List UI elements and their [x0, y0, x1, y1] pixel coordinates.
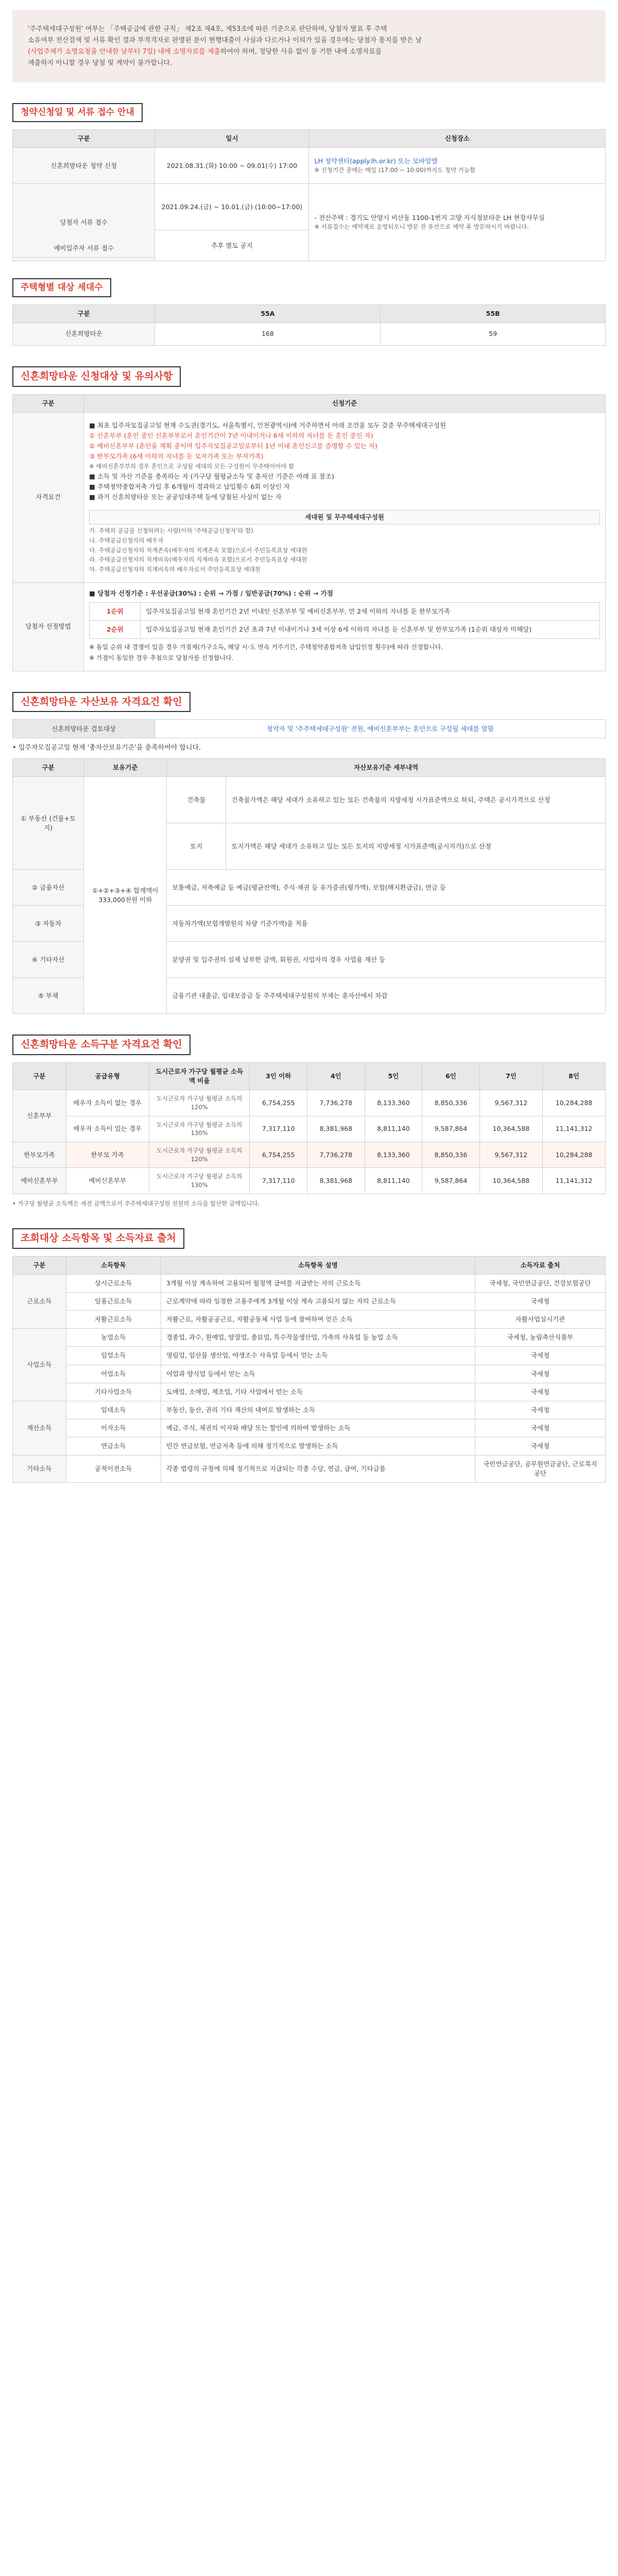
place-cell: LH 청약센터(apply.lh.or.kr) 또는 모바일앱 ※ 신청기간 중에는 매일 (17:00 ~ 10:00)까지도 청약 가능함 [309, 148, 606, 184]
date-cell: 2021.08.31.(화) 10:00 ~ 09.01(수) 17:00 [155, 148, 309, 184]
asset-scope-table: 신혼희망타운 검토대상 청약자 및 '주주택세대구성원' 전원, 예비신혼부부는 혼인으로 구성될 세대를 말함 [12, 719, 606, 738]
notice-line: 소유여부 전산검색 및 서류 확인 결과 부적격자로 판명된 분이 현행대출이 사실과 다르거나 이의가 있을 경우에는 당첨자 통지를 받은 날 [28, 37, 422, 45]
subheading: 세대원 및 무주택세대구성원 [89, 510, 600, 524]
notice-box [12, 10, 606, 82]
row-label: 자격요건 [13, 412, 84, 582]
table-header: 일시 [155, 130, 309, 148]
notice-line: 제출하지 아니할 경우 당첨 및 계약이 불가합니다. [28, 59, 173, 67]
section-title-assets: 신혼희망타운 자산보유 자격요건 확인 [12, 692, 191, 713]
eligibility-table [12, 394, 606, 671]
income-source-table: 구분 소득항목 소득항목 설명 소득자료 출처 근로소득 상시근로소득 3개월 이상 계속하여 고용되어 월정액 급여를 지급받는 자의 근로소득 국세청, 국민연금공단, 건강보험공단 일용근로소득 근로계약에 따라 일정한 고용주에게 3개월 이상 계속 고용되지 않는 자의 근로소득 국세청 자활근로소득 자활근로, 자활공공근로, 자활공동체 사업 등에 참여하여 얻은 소득 자활사업실시기관 사업소득 농업소득 경종업, 과수, 원예업, 양잠업, 종묘업, 특수작물생산업, 가축의 사육업 등 농업 소득 국세청, 농림축산식품부 임업소득 영림업, 임산물 생산업, 야생조수 사육업 등에서 얻는 소득 국세청 어업소득 어업과 양식업 등에서 얻는 소득 국세청 기타사업소득 도매업, 소매업, 제조업, 기타 사업에서 얻는 소득 국세청 재산소득 임대소득 부동산, 동산, 권리 기타 재산의 대여로 발생하는 소득 국세청 이자소득 예금, 주식, 채권의 이자와 배당 또는 할인에 의하여 발생하는 소득 국세청 연금소득 민간 연금보험, 연금저축 등에 의해 정기적으로 발생하는 소득 국세청 기타소득 공적이전소득 각종 법령의 규정에 의해 정기적으로 지급되는 각종 수당, 연금, 급여, 기타금품 국민연금공단, 공무원연금공단, 근로복지공단 [12, 1256, 606, 1483]
table-header: 신청장소 [309, 130, 606, 148]
section-title-income: 신혼희망타운 소득구분 자격요건 확인 [12, 1035, 191, 1055]
table-header: 구분 [13, 394, 84, 412]
unit-count: 168 [155, 323, 381, 346]
row-label: 신혼희망타운 [13, 323, 155, 346]
table-header: 신청기준 [84, 394, 606, 412]
place-cell: - 전산주택 : 경기도 안양시 비산동 1100-1번지 고양 지식정보타운 LH 현장사무실 ※ 서류접수는 예약제로 운영되오니 방문 전 유선으로 예약 후 방문하시기 바랍니다. [309, 184, 606, 261]
table-header: 구분 [13, 304, 155, 323]
unit-count: 59 [381, 323, 606, 346]
row-label: 당첨자 선정방법 [13, 582, 84, 671]
units-table [12, 304, 606, 346]
section-title-units: 주택형별 대상 세대수 [12, 278, 111, 297]
section-title-schedule: 청약신청일 및 서류 접수 안내 [12, 103, 143, 122]
asset-table: 구분 보유기준 자산보유기준 세부내역 ① 부동산 (건물+토지) ①+②+③+④ 합계액이 333,000천원 이하 건축물 건축물가액은 해당 세대가 소유하고 있는 모든 건축물의 지방세정 시가표준액으로 하되, 주택은 공시가격으로 산정 토지 토지가액은 해당 세대가 소유하고 있는 모든 토지의 지방세정 시가표준액(공시지가)으로 산정 ② 금융자산 보통예금, 저축예금 등 예금(평균잔액), 주식·채권 등 유가증권(평가액), 보험(해지환급금), 연금 등 ③ 자동차 자동차가액(보험개발원의 차량 기준가액)을 적용 ④ 기타자산 분양권 및 입주권의 실제 납부한 금액, 회원권, 사업자의 경우 사업용 재산 등 ⑤ 부채 금융기관 대출금, 임대보증금 등 주주택세대구성원의 부채는 총자산에서 차감 [12, 758, 606, 1014]
notice-highlight: (사업주체가 소명요청을 안내한 날부터 7일) 내에 소명자료를 제출 [28, 48, 220, 56]
date-cell: 추후 별도 공지 [155, 230, 309, 261]
row-label: 예비입주자 서류 접수 [13, 240, 155, 258]
notice-line: (사업주체가 소명요청을 안내한 날부터 7일) 내에 소명자료를 제출하여야 하며, 정당한 사유 없이 동 기한 내에 소명자료를 [28, 48, 382, 56]
asset-standard: ①+②+③+④ 합계액이 333,000천원 이하 [84, 777, 167, 1014]
date-cell: 2021.09.24.(금) ~ 10.01.(금) (10:00~17:00) [155, 184, 309, 230]
qualification-cell: ■ 최초 입주자모집공고일 현재 수도권(경기도, 서울특별시, 인천광역시)에 거주하면서 아래 조건을 모두 갖춘 무주택세대구성원 ① 신혼부부 (혼인 중인 신혼부부로서 혼인기간이 7년 이내이거나 6세 이하의 자녀를 둔 혼인 중인 자) ② 예비신혼부부 (혼인을 계획 중이며 입주자모집공고일로부터 1년 이내 혼인신고를 증명할 수 있는 자) ③ 한부모가족 (6세 이하의 자녀를 둔 모자가족 또는 부자가족) ※ 예비신혼부부의 경우 혼인으로 구성될 세대의 모든 구성원이 무주택이어야 함 ■ 소득 및 자산 기준을 충족하는 자 (가구당 월평균소득 및 총자산 기준은 아래 표 참조) ■ 주택청약종합저축 가입 후 6개월이 경과하고 납입횟수 6회 이상인 자 ■ 과거 신혼희망타운 또는 공공임대주택 등에 당첨된 사실이 없는 자 세대원 및 무주택세대구성원 가. 주택의 공급을 신청하려는 사람(이하 '주택공급신청자'라 함) 나. 주택공급신청자의 배우자 다. 주택공급신청자의 직계존속(배우자의 직계존속 포함)으로서 주민등록표상 세대원 라. 주택공급신청자의 직계비속(배우자의 직계비속 포함)으로서 주민등록표상 세대원 마. 주택공급신청자의 직계비속의 배우자로서 주민등록표상 세대원 [84, 412, 606, 582]
table-header: 55A [155, 304, 381, 323]
table-header: 구분 [13, 130, 155, 148]
rank-table: 1순위 입주자모집공고일 현재 혼인기간 2년 이내인 신혼부부 및 예비신혼부부, 만 2세 이하의 자녀를 둔 한부모가족 2순위 입주자모집공고일 현재 혼인기간 2년 초과 7년 이내이거나 3세 이상 6세 이하의 자녀를 둔 신혼부부 및 한부모가족 (1순위 대상자 미해당) [89, 602, 600, 639]
section-title-income-sources: 조회대상 소득항목 및 소득자료 출처 [12, 1228, 184, 1249]
section-title-eligibility: 신혼희망타운 신청대상 및 유의사항 [12, 366, 181, 387]
row-label: 신혼희망타운 청약 신청 [13, 148, 155, 184]
table-header: 구분 [13, 759, 84, 777]
row-label: 당첨자 서류 접수 [13, 184, 155, 261]
table-header: 보유기준 [84, 759, 167, 777]
selection-cell: ■ 당첨자 선정기준 : 우선공급(30%) : 순위 → 가점 / 일반공급(70%) : 순위 → 가점 1순위 입주자모집공고일 현재 혼인기간 2년 이내인 신혼부부 및 예비신혼부부, 만 2세 이하의 자녀를 둔 한부모가족 2순위 입주자모집공고일 현재 혼인기간 2년 초과 7년 이내이거나 3세 이상 6세 이하의 자녀를 둔 신혼부부 및 한부모가족 (1순위 대상자 미해당) ※ 동일 순위 내 경쟁이 있을 경우 가점제(가구소득, 해당 시·도 연속 거주기간, 주택청약종합저축 납입인정 횟수)에 따라 선정합니다. ※ 가점이 동일한 경우 추첨으로 당첨자를 선정합니다. [84, 582, 606, 671]
table-header: 55B [381, 304, 606, 323]
table-header: 자산보유기준 세부내역 [167, 759, 606, 777]
notice-line: '주주택세대구성원' 여부는 「주택공급에 관한 규칙」 제2조 제4호, 제53조에 따른 기준으로 판단하며, 당첨자 발표 후 주택 [28, 25, 387, 33]
income-table: 구분 공급유형 도시근로자 가구당 월평균 소득액 비율 3인 이하 4인 5인 6인 7인 8인 신혼부부 배우자 소득이 없는 경우 도시근로자 가구당 월평균 소득의 120% 6,754,255 7,736,278 8,133,360 8,850,336 9,567,312 10,284,288 배우자 소득이 있는 경우 도시근로자 가구당 월평균 소득의 130% 7,317,110 8,381,968 8,811,140 9,587,864 10,364,588 11,141,312 한부모가족 한부모 가족 도시근로자 가구당 월평균 소득의 120% 6,754,255 7,736,278 8,133,360 8,850,336 9,567,312 10,284,288 예비신혼부부 예비신혼부부 도시근로자 가구당 월평균 소득의 130% 7,317,110 8,381,968 8,811,140 9,587,864 10,364,588 11,141,312 [12, 1062, 606, 1194]
